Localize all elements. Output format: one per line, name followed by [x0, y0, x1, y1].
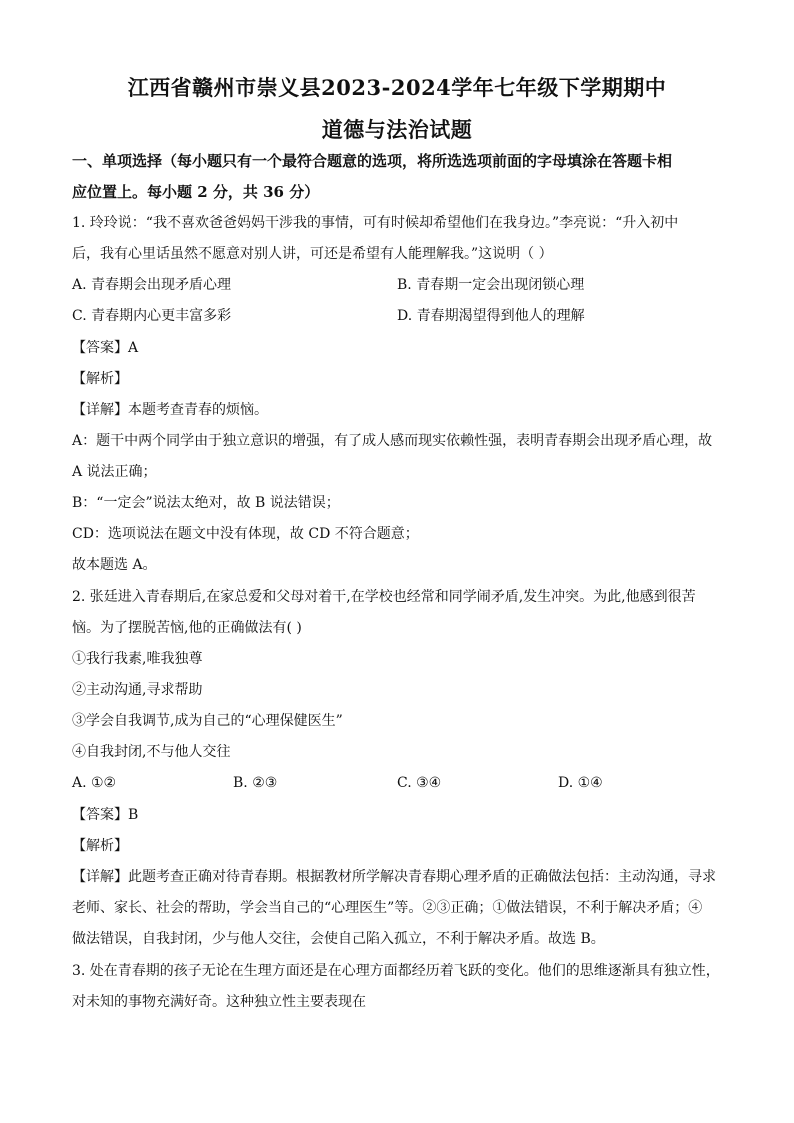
q2-answer: 【答案】B	[72, 807, 139, 823]
q1-explain-a: A：题干中两个同学由于独立意识的增强，有了成人感而现实依赖性强，表明青春期会出现矛盾心理，故	[72, 433, 713, 449]
q2-analysis-label: 【解析】	[72, 838, 128, 854]
q1-option-a: A. 青春期会出现矛盾心理	[72, 277, 232, 293]
document-subtitle: 道德与法治试题	[321, 117, 473, 142]
q1-explain-a-cont: A 说法正确；	[72, 464, 157, 480]
q3-stem: 3. 处在青春期的孩子无论在生理方面还是在心理方面都经历着飞跃的变化。他们的思维逐渐具有独立性，	[72, 963, 720, 979]
q2-detail-cont-1: 老师、家长、社会的帮助，学会当自己的“心理医生”等。②③正确；①做法错误，不利于解决矛盾；④	[72, 900, 703, 916]
q2-detail-cont-2: 做法错误，自我封闭，少与他人交往，会使自己陷入孤立，不利于解决矛盾。故选 B。	[72, 931, 605, 947]
q1-stem: 1. 玲玲说：“我不喜欢爸爸妈妈干涉我的事情，可有时候却希望他们在我身边。”李亮说：“升入初中	[72, 215, 679, 231]
q2-item-2: ②主动沟通,寻求帮助	[72, 682, 203, 698]
q1-analysis-label: 【解析】	[72, 371, 128, 387]
q2-detail: 【详解】此题考查正确对待青春期。根据教材所学解决青春期心理矛盾的正确做法包括：主动沟通，寻求	[72, 869, 716, 885]
q1-option-b: B. 青春期一定会出现闭锁心理	[397, 277, 585, 293]
section-heading-cont: 应位置上。每小题 2 分，共 36 分）	[72, 183, 320, 201]
q1-detail: 【详解】本题考查青春的烦恼。	[72, 402, 268, 418]
q2-option-a: A. ①②	[72, 775, 117, 791]
q2-item-4: ④自我封闭,不与他人交往	[72, 744, 231, 760]
section-heading: 一、单项选择（每小题只有一个最符合题意的选项，将所选选项前面的字母填涂在答题卡相	[72, 152, 673, 170]
q1-explain-cd: CD：选项说法在题文中没有体现，故 CD 不符合题意；	[72, 526, 419, 542]
q2-option-d: D. ①④	[558, 775, 603, 791]
q2-option-c: C. ③④	[397, 775, 442, 791]
q1-stem-cont: 后，我有心里话虽然不愿意对别人讲，可还是希望有人能理解我。”这说明（ ）	[72, 246, 553, 262]
q2-option-b: B. ②③	[233, 775, 278, 791]
document-title: 江西省赣州市崇义县2023-2024学年七年级下学期期中	[127, 75, 667, 100]
q1-option-c: C. 青春期内心更丰富多彩	[72, 308, 232, 324]
q1-answer: 【答案】A	[72, 340, 139, 356]
q2-item-1: ①我行我素,唯我独尊	[72, 651, 203, 667]
q2-item-3: ③学会自我调节,成为自己的“心理保健医生”	[72, 713, 343, 729]
q2-stem: 2. 张廷进入青春期后,在家总爱和父母对着干,在学校也经常和同学闹矛盾,发生冲突。为此,他感到很苦	[72, 589, 696, 605]
q1-conclusion: 故本题选 A。	[72, 557, 157, 573]
q2-stem-cont: 恼。为了摆脱苦恼,他的正确做法有( )	[72, 620, 302, 636]
q1-option-d: D. 青春期渴望得到他人的理解	[397, 308, 585, 324]
q1-explain-b: B：“一定会”说法太绝对，故 B 说法错误；	[72, 495, 340, 511]
q3-stem-cont: 对未知的事物充满好奇。这种独立性主要表现在	[72, 994, 366, 1010]
